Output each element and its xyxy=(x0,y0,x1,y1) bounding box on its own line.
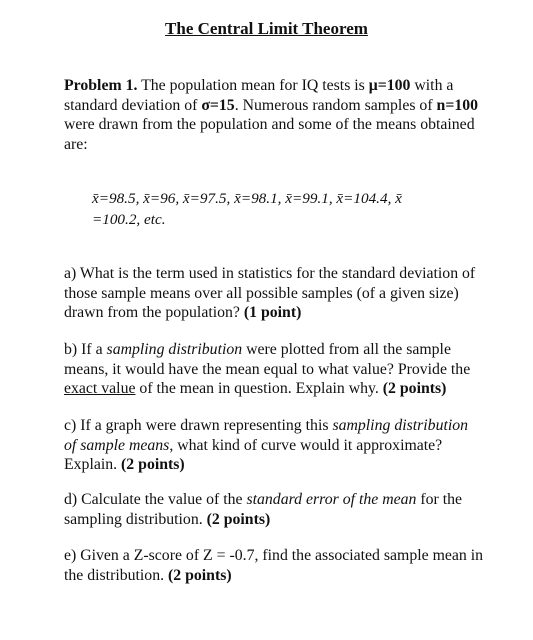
question-a xyxy=(64,264,484,323)
page-title: The Central Limit Theorem xyxy=(165,19,368,38)
question-e xyxy=(64,546,484,585)
problem-label: Problem 1. xyxy=(64,77,138,94)
question-d-points: (2 points) xyxy=(206,510,271,528)
question-a-points: (1 point) xyxy=(243,304,302,321)
question-d xyxy=(64,490,484,529)
question-e-points: (2 points) xyxy=(168,566,232,584)
standard-deviation: σ=15 xyxy=(201,96,235,114)
question-c-emphasis: sampling distribution of sample means xyxy=(64,417,469,454)
question-b-text-3: of the mean in question. Explain why. xyxy=(135,380,383,397)
question-c xyxy=(64,416,484,475)
problem-text-4: were drawn from the population and some of the means obtained are: xyxy=(64,116,475,153)
question-d-text-2: for the sampling distribution. xyxy=(64,491,463,528)
question-d-text-1: d) Calculate the value of the xyxy=(64,491,247,508)
question-b-underline: exact value xyxy=(64,380,136,397)
question-d-emphasis: standard error of the mean xyxy=(246,491,417,508)
question-b-text-2: were plotted from all the sample means, it would have the mean equal to what value? Provide the xyxy=(64,341,471,378)
question-c-text-2: , what kind of curve would it approximate? Explain. xyxy=(64,436,443,473)
sample-means-list: x̄=98.5, x̄=96, x̄=97.5, x̄=98.1, x̄=99.1, x̄=104.4, x̄ =100.2, etc. xyxy=(92,190,402,228)
question-c-text-1: c) If a graph were drawn representing this xyxy=(64,417,333,434)
question-b-emphasis: sampling distribution xyxy=(106,341,243,358)
population-mean: μ=100 xyxy=(368,77,411,94)
question-c-points: (2 points) xyxy=(121,456,185,473)
question-b-text-1: b) If a xyxy=(64,341,107,358)
problem-text-1: The population mean for IQ tests is xyxy=(137,77,369,94)
question-e-text: e) Given a Z-score of Z = -0.7, find the associated sample mean in the distribution. xyxy=(64,547,484,584)
question-b-points: (2 points) xyxy=(382,380,447,397)
question-a-text: a) What is the term used in statistics for the standard deviation of those sample means over all possible samples (of a given size) drawn from the population? xyxy=(64,265,476,321)
problem-text-2: with a standard deviation of xyxy=(64,77,454,114)
problem-1 xyxy=(64,76,484,154)
problem-text-3: . Numerous random samples of xyxy=(234,96,437,114)
question-b xyxy=(64,340,484,399)
sample-size: n=100 xyxy=(436,96,479,114)
